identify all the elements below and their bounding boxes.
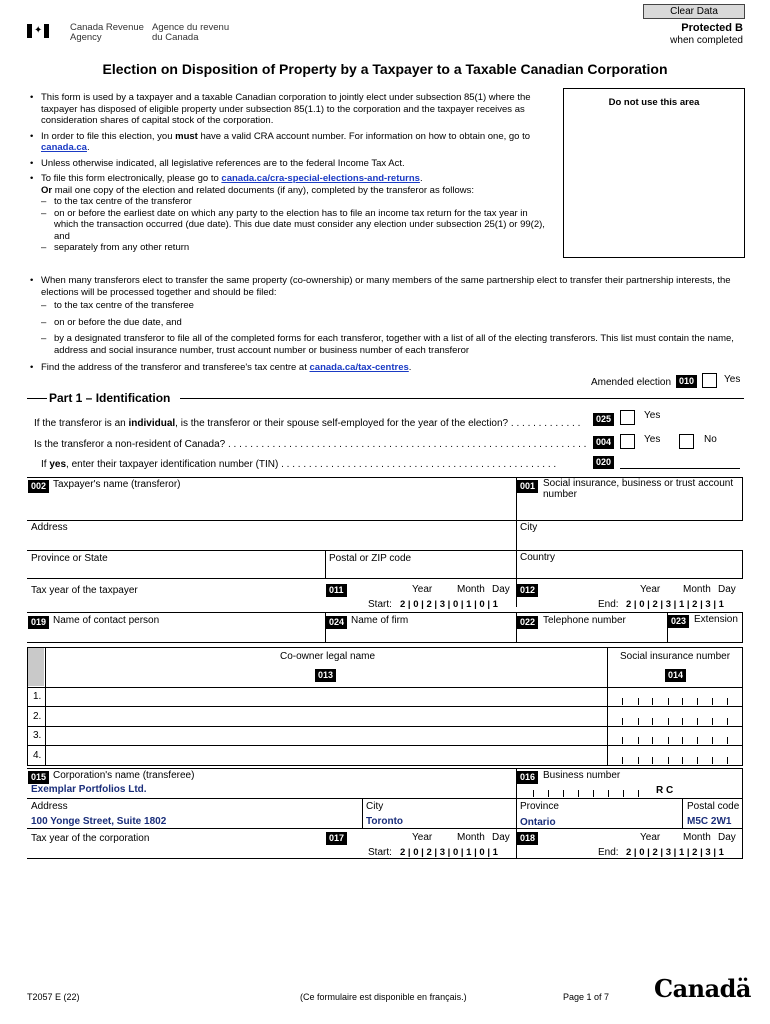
code-017: 017 [326, 832, 347, 845]
code-015: 015 [28, 771, 49, 784]
country-label: Country [520, 552, 556, 563]
amended-election-checkbox[interactable] [702, 373, 717, 388]
corp-start-label: Start: [368, 847, 392, 858]
taxpayer-name-label: Taxpayer's name (transferor) [53, 479, 181, 490]
code-022: 022 [517, 616, 538, 629]
code-011: 011 [326, 584, 347, 597]
canada-flag-icon: ✦ [27, 24, 49, 38]
when-completed-label: when completed [670, 35, 743, 46]
transferor-end-date[interactable]: 2 | 0 | 2 | 3 | 1 | 2 | 3 | 1 [626, 599, 724, 610]
amended-yes-label: Yes [724, 374, 741, 385]
q004-no-label: No [704, 434, 717, 445]
end-day-header: Day [718, 584, 736, 595]
end-year-header: Year [640, 584, 661, 595]
form-id: T2057 E (22) [27, 992, 80, 1002]
corp-address-value[interactable]: 100 Yonge Street, Suite 1802 [31, 816, 167, 827]
address-label: Address [31, 522, 68, 533]
corp-city-value[interactable]: Toronto [366, 816, 404, 827]
corp-province-label: Province [520, 801, 559, 812]
corp-start-month-header: Month [457, 832, 485, 843]
coowner-grey-cell [28, 648, 44, 686]
corporation-start-date[interactable]: 2 | 0 | 2 | 3 | 0 | 1 | 0 | 1 [400, 847, 498, 858]
code-014: 014 [665, 669, 686, 682]
q004-question: Is the transferor a non-resident of Canada? . . . . . . . . . . . . . . . . . . . . . . . . . . . . . . . . . . . . . . . . . . . . . . . . . . . . . . . . . . . . . . . . . [34, 439, 587, 450]
start-label: Start: [368, 599, 392, 610]
coowner-row-1[interactable]: 1. [33, 691, 42, 702]
corp-start-day-header: Day [492, 832, 510, 843]
french-availability-note: (Ce formulaire est disponible en français.) [300, 992, 467, 1002]
canada-ca-link[interactable]: canada.ca [41, 142, 87, 153]
code-018: 018 [517, 832, 538, 845]
code-023: 023 [668, 615, 689, 628]
agency-name-en: Canada Revenue Agency [70, 22, 144, 43]
code-004: 004 [593, 436, 614, 449]
coownership-bullets: • When many transferors elect to transfer the same property (co-ownership) or many members of the same partnership elect to transfer their partnership interests, the elections will be processed together and should be filed: – to the tax centre of the transferee – on or before the due date, and – by a designated transferor to file all of the completed forms for each transferor, together with a list of all of the electing transferors. This list must contain the name, address and social insurance number, trust account number or business number of each transferor • Find the address of the transferor and transferee's tax centre at canada.ca/tax-centres. [30, 275, 734, 373]
amended-election-label: Amended election [591, 377, 672, 388]
page-number: Page 1 of 7 [563, 992, 610, 1002]
start-day-header: Day [492, 584, 510, 595]
corp-postal-label: Postal code [687, 801, 740, 812]
q025-yes-label: Yes [644, 410, 661, 421]
coowner-sin-label: Social insurance number [620, 651, 731, 662]
business-number-label: Business number [543, 770, 621, 781]
extension-label: Extension [694, 614, 738, 625]
non-resident-no-checkbox[interactable] [679, 434, 694, 449]
coowner-row-3[interactable]: 3. [33, 730, 42, 741]
coowner-row-2[interactable]: 2. [33, 711, 42, 722]
corp-end-label: End: [598, 847, 619, 858]
intro-bullets: • This form is used by a taxpayer and a taxable Canadian corporation to jointly elect under subsection 85(1) where the taxpayer has disposed of eligible property under subsection 85(1.1) to the corporation and the taxpayer receives as consideration shares of capital stock of the corporation. • In order to file this election, you must have a valid CRA account number. For information on how to obtain one, go to canada.ca. • Unless otherwise indicated, all legislative references are to the federal Income Tax Act. • To file this form electronically, please go to canada.ca/cra-special-elections-and-returns. Or mail one copy of the election and related documents (if any), completed by the transferor as follows: – to the tax centre of the transferor – on or before the earliest date on which any party to the election has to file an income tax return for the tax year in which the transaction occurred (due date). This due date must consider any election under subsection 25(1) or 99(2), and – separately from any other return [30, 92, 545, 253]
end-month-header: Month [683, 584, 711, 595]
code-019: 019 [28, 616, 49, 629]
sin-ba-label: Social insurance, business or trust account number [543, 478, 734, 500]
province-state-label: Province or State [31, 553, 108, 564]
start-year-header: Year [412, 584, 433, 595]
city-label: City [520, 522, 538, 533]
end-label: End: [598, 599, 619, 610]
code-024: 024 [326, 616, 347, 629]
firm-name-label: Name of firm [351, 615, 409, 626]
clear-data-button[interactable]: Clear Data [643, 4, 745, 19]
code-010: 010 [676, 375, 697, 388]
self-employed-yes-checkbox[interactable] [620, 410, 635, 425]
protected-b-label: Protected B [681, 22, 743, 34]
transferor-start-date[interactable]: 2 | 0 | 2 | 3 | 0 | 1 | 0 | 1 [400, 599, 498, 610]
code-025: 025 [593, 413, 614, 426]
code-002: 002 [28, 480, 49, 493]
corp-tax-year-label: Tax year of the corporation [31, 833, 150, 844]
coowner-row-4[interactable]: 4. [33, 750, 42, 761]
corporation-name-label: Corporation's name (transferee) [53, 770, 195, 781]
q004-yes-label: Yes [644, 434, 661, 445]
taxpayer-tax-year-label: Tax year of the taxpayer [31, 585, 138, 596]
code-013: 013 [315, 669, 336, 682]
q025-question: If the transferor is an individual, is the transferor or their spouse self-employed for the year of the election? . . . . . . . . . . . . . [34, 418, 581, 429]
agency-name-fr: Agence du revenu du Canada [152, 22, 230, 43]
corp-postal-value[interactable]: M5C 2W1 [687, 816, 732, 827]
rc-program-id: R C [656, 785, 674, 796]
corp-province-value[interactable]: Ontario [520, 817, 556, 828]
tin-input[interactable] [620, 468, 740, 469]
start-month-header: Month [457, 584, 485, 595]
corp-city-label: City [366, 801, 384, 812]
coowner-name-label: Co-owner legal name [280, 651, 376, 662]
corp-end-year-header: Year [640, 832, 661, 843]
code-001: 001 [517, 480, 538, 493]
corp-address-label: Address [31, 801, 68, 812]
do-not-use-area: Do not use this area [563, 88, 745, 258]
postal-zip-label: Postal or ZIP code [329, 553, 412, 564]
tax-centres-link[interactable]: canada.ca/tax-centres [309, 362, 409, 373]
part1-title: Part 1 – Identification [49, 391, 171, 405]
non-resident-yes-checkbox[interactable] [620, 434, 635, 449]
special-elections-link[interactable]: canada.ca/cra-special-elections-and-returns [221, 173, 420, 184]
code-020: 020 [593, 456, 614, 469]
corp-start-year-header: Year [412, 832, 433, 843]
code-016: 016 [517, 771, 538, 784]
contact-person-label: Name of contact person [53, 615, 160, 626]
code-012: 012 [517, 584, 538, 597]
corporation-name-value[interactable]: Exemplar Portfolios Ltd. [31, 784, 147, 795]
corp-end-day-header: Day [718, 832, 736, 843]
corporation-end-date[interactable]: 2 | 0 | 2 | 3 | 1 | 2 | 3 | 1 [626, 847, 724, 858]
canada-wordmark: Canadä [654, 974, 751, 1003]
corp-end-month-header: Month [683, 832, 711, 843]
form-title: Election on Disposition of Property by a Taxpayer to a Taxable Canadian Corporation [102, 61, 668, 77]
telephone-label: Telephone number [543, 615, 626, 626]
q020-question: If yes, enter their taxpayer identification number (TIN) . . . . . . . . . . . . . . . . . . . . . . . . . . . . . . . . . . . . . . . . . . . . . . . . . . [41, 459, 557, 470]
